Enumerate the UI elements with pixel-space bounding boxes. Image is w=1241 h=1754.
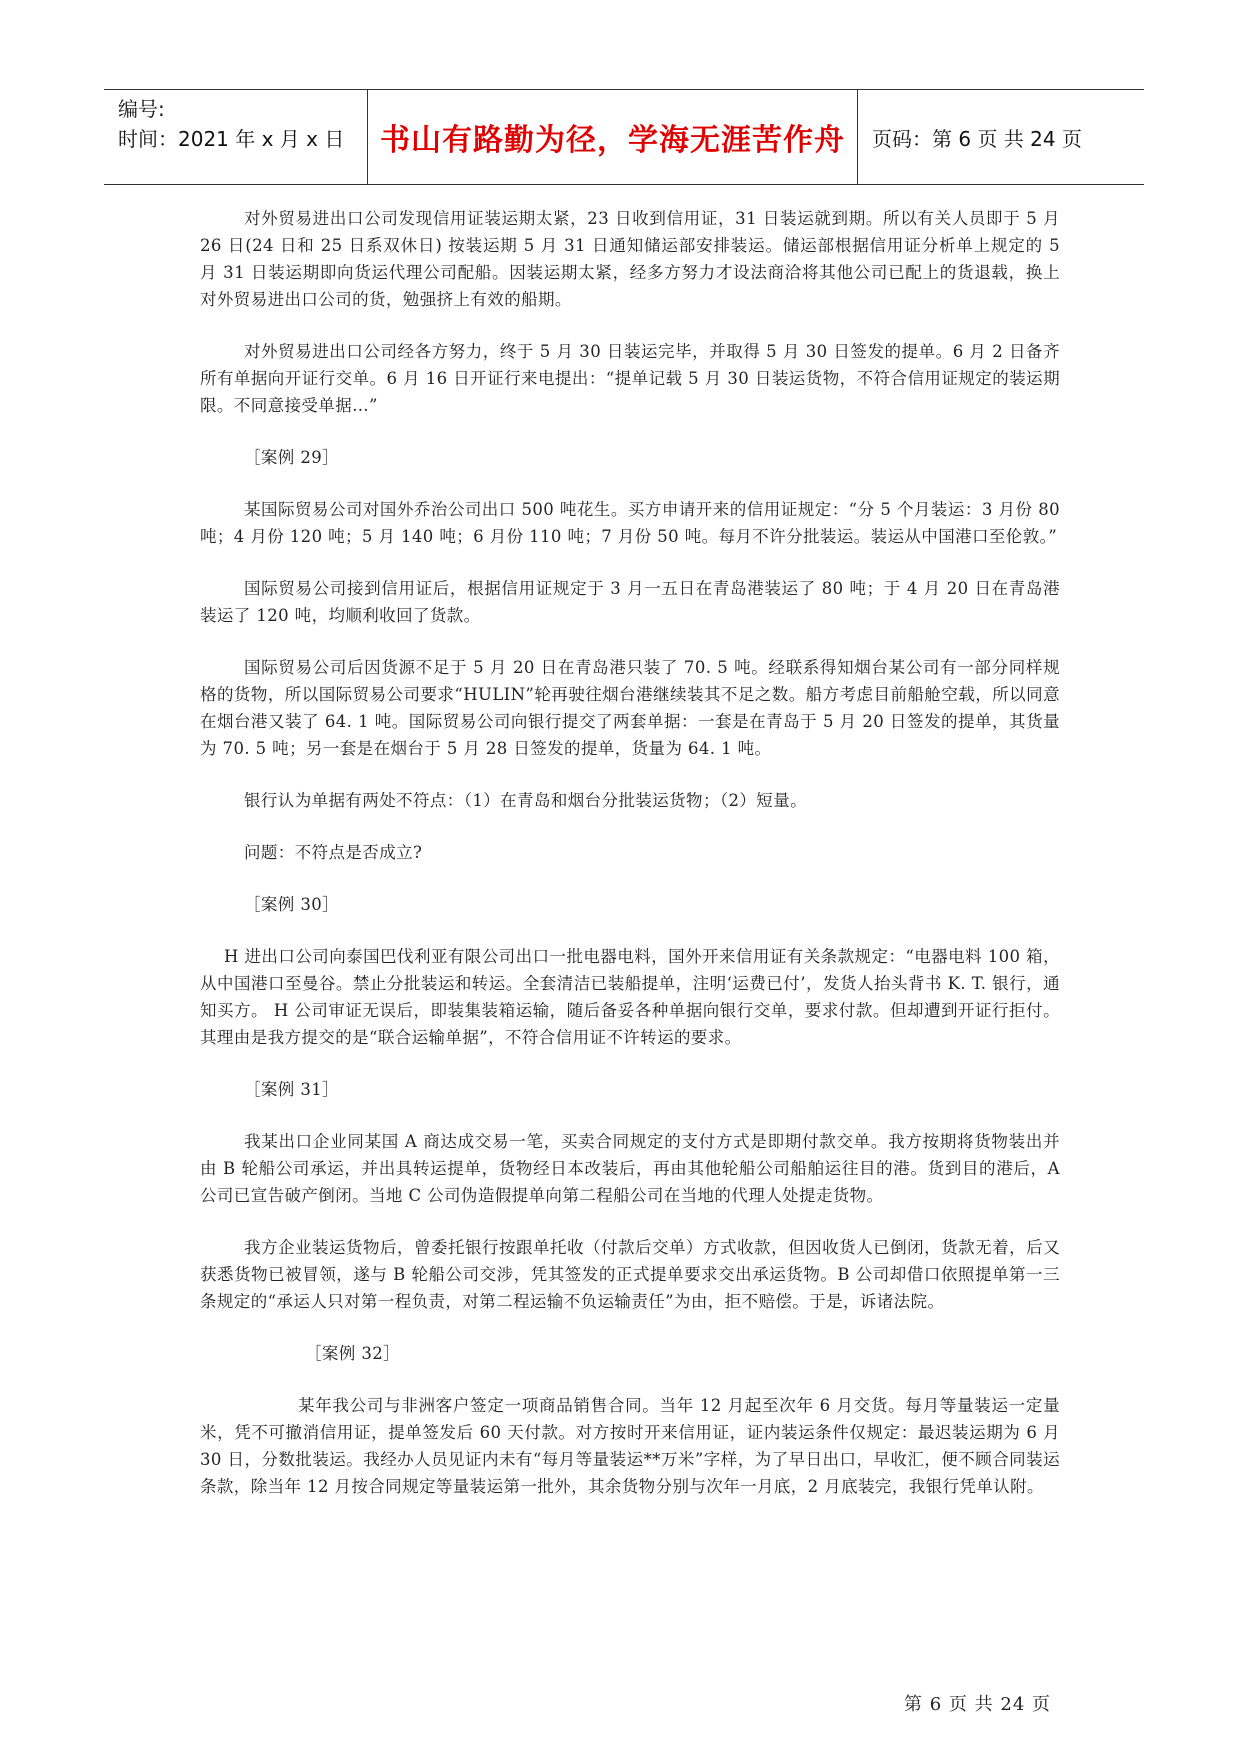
case-heading: ［案例 29］ [244, 448, 340, 467]
paragraph: 国际贸易公司后因货源不足于 5 月 20 日在青岛港只装了 70. 5 吨。经联系得知烟台某公司有一部分同样规格的货物，所以国际贸易公司要求“HULIN”轮再驶往烟台港继续装其不足之数。船方考虑目前船舱空载，所以同意在烟台港又装了 64. 1 吨。国际贸易公司向银行提交了两套单据：一套是在青岛于 5 月 20 日签发的提单，其货量为 70. 5 吨；另一套是在烟台于 5 月 28 日签发的提单，货量为 64. 1 吨。 [200, 658, 1060, 758]
header-page-label: 页码：第 6 页 共 24 页 [872, 126, 1082, 151]
serial-label: 编号: [118, 97, 165, 121]
paragraph: 对外贸易进出口公司经各方努力，终于 5 月 30 日装运完毕，并取得 5 月 30 日签发的提单。6 月 2 日备齐所有单据向开证行交单。6 月 16 日开证行来电提出：“提单记载 5 月 30 日装运货物，不符合信用证规定的装运期限。不同意接受单据…” [200, 342, 1060, 415]
paragraph: 某年我公司与非洲客户签定一项商品销售合同。当年 12 月起至次年 6 月交货。每月等量装运一定量米，凭不可撤消信用证，提单签发后 60 天付款。对方按时开来信用证，证内装运条件仅规定：最迟装运期为 6 月 30 日，分数批装运。我经办人员见证内未有“每月等量装运**万米”字样，为了早日出口，早收汇，便不顾合同装运条款，除当年 12 月按合同规定等量装运第一批外，其余货物分别与次年一月底，2 月底装完，我银行凭单认附。 [200, 1396, 1060, 1496]
case-heading: ［案例 32］ [305, 1344, 401, 1363]
header-meta [104, 90, 368, 184]
header-motto: 书山有路勤为径，学海无涯苦作舟 [368, 90, 858, 184]
page-footer: 第 6 页 共 24 页 [904, 1694, 1051, 1715]
paragraph: 国际贸易公司接到信用证后，根据信用证规定于 3 月一五日在青岛港装运了 80 吨；于 4 月 20 日在青岛港装运了 120 吨，均顺利收回了货款。 [200, 579, 1060, 625]
question: 问题：不符点是否成立? [244, 843, 423, 862]
paragraph: 某国际贸易公司对国外乔治公司出口 500 吨花生。买方申请开来的信用证规定：“分 5 个月装运：3 月份 80 吨；4 月份 120 吨；5 月 140 吨；6 月份 110 吨；7 月份 50 吨。每月不许分批装运。装运从中国港口至伦敦。” [200, 500, 1060, 546]
case-heading: ［案例 30］ [244, 895, 340, 914]
paragraph: 银行认为单据有两处不符点：（1）在青岛和烟台分批装运货物；（2）短量。 [244, 791, 807, 810]
paragraph: H 进出口公司向泰国巴伐利亚有限公司出口一批电器电料，国外开来信用证有关条款规定：“电器电料 100 箱，从中国港口至曼谷。禁止分批装运和转运。全套清洁已装船提单，注明‘运费已付’，发货人抬头背书 K. T. 银行，通知买方。 H 公司审证无误后，即装集装箱运输，随后备妥各种单据向银行交单，要求付款。但却遭到开证行拒付。其理由是我方提交的是“联合运输单据”，不符合信用证不许转运的要求。 [200, 947, 1060, 1047]
case-heading: ［案例 31］ [244, 1080, 340, 1099]
paragraph: 对外贸易进出口公司发现信用证装运期太紧，23 日收到信用证，31 日装运就到期。所以有关人员即于 5 月 26 日(24 日和 25 日系双休日) 按装运期 5 月 31 日通知储运部安排装运。储运部根据信用证分析单上规定的 5 月 31 日装运期即向货运代理公司配船。因装运期太紧，经多方努力才设法商洽将其他公司已配上的货退载，换上对外贸易进出口公司的货，勉强挤上有效的船期。 [200, 209, 1060, 309]
document-body [200, 205, 1060, 1525]
page-header [104, 89, 1144, 185]
paragraph: 我某出口企业同某国 A 商达成交易一笔，买卖合同规定的支付方式是即期付款交单。我方按期将货物装出并由 B 轮船公司承运，并出具转运提单，货物经日本改装后，再由其他轮船公司船舶运往目的港。货到目的港后，A 公司已宣告破产倒闭。当地 C 公司伪造假提单向第二程船公司在当地的代理人处提走货物。 [200, 1132, 1060, 1205]
time-label: 时间：2021 年 x 月 x 日 [118, 127, 345, 151]
paragraph: 我方企业装运货物后，曾委托银行按跟单托收（付款后交单）方式收款，但因收货人已倒闭，货款无着，后又获悉货物已被冒领，遂与 B 轮船公司交涉，凭其签发的正式提单要求交出承运货物。B 公司却借口依照提单第一三条规定的“承运人只对第一程负责，对第二程运输不负运输责任”为由，拒不赔偿。于是，诉诸法院。 [200, 1238, 1060, 1311]
